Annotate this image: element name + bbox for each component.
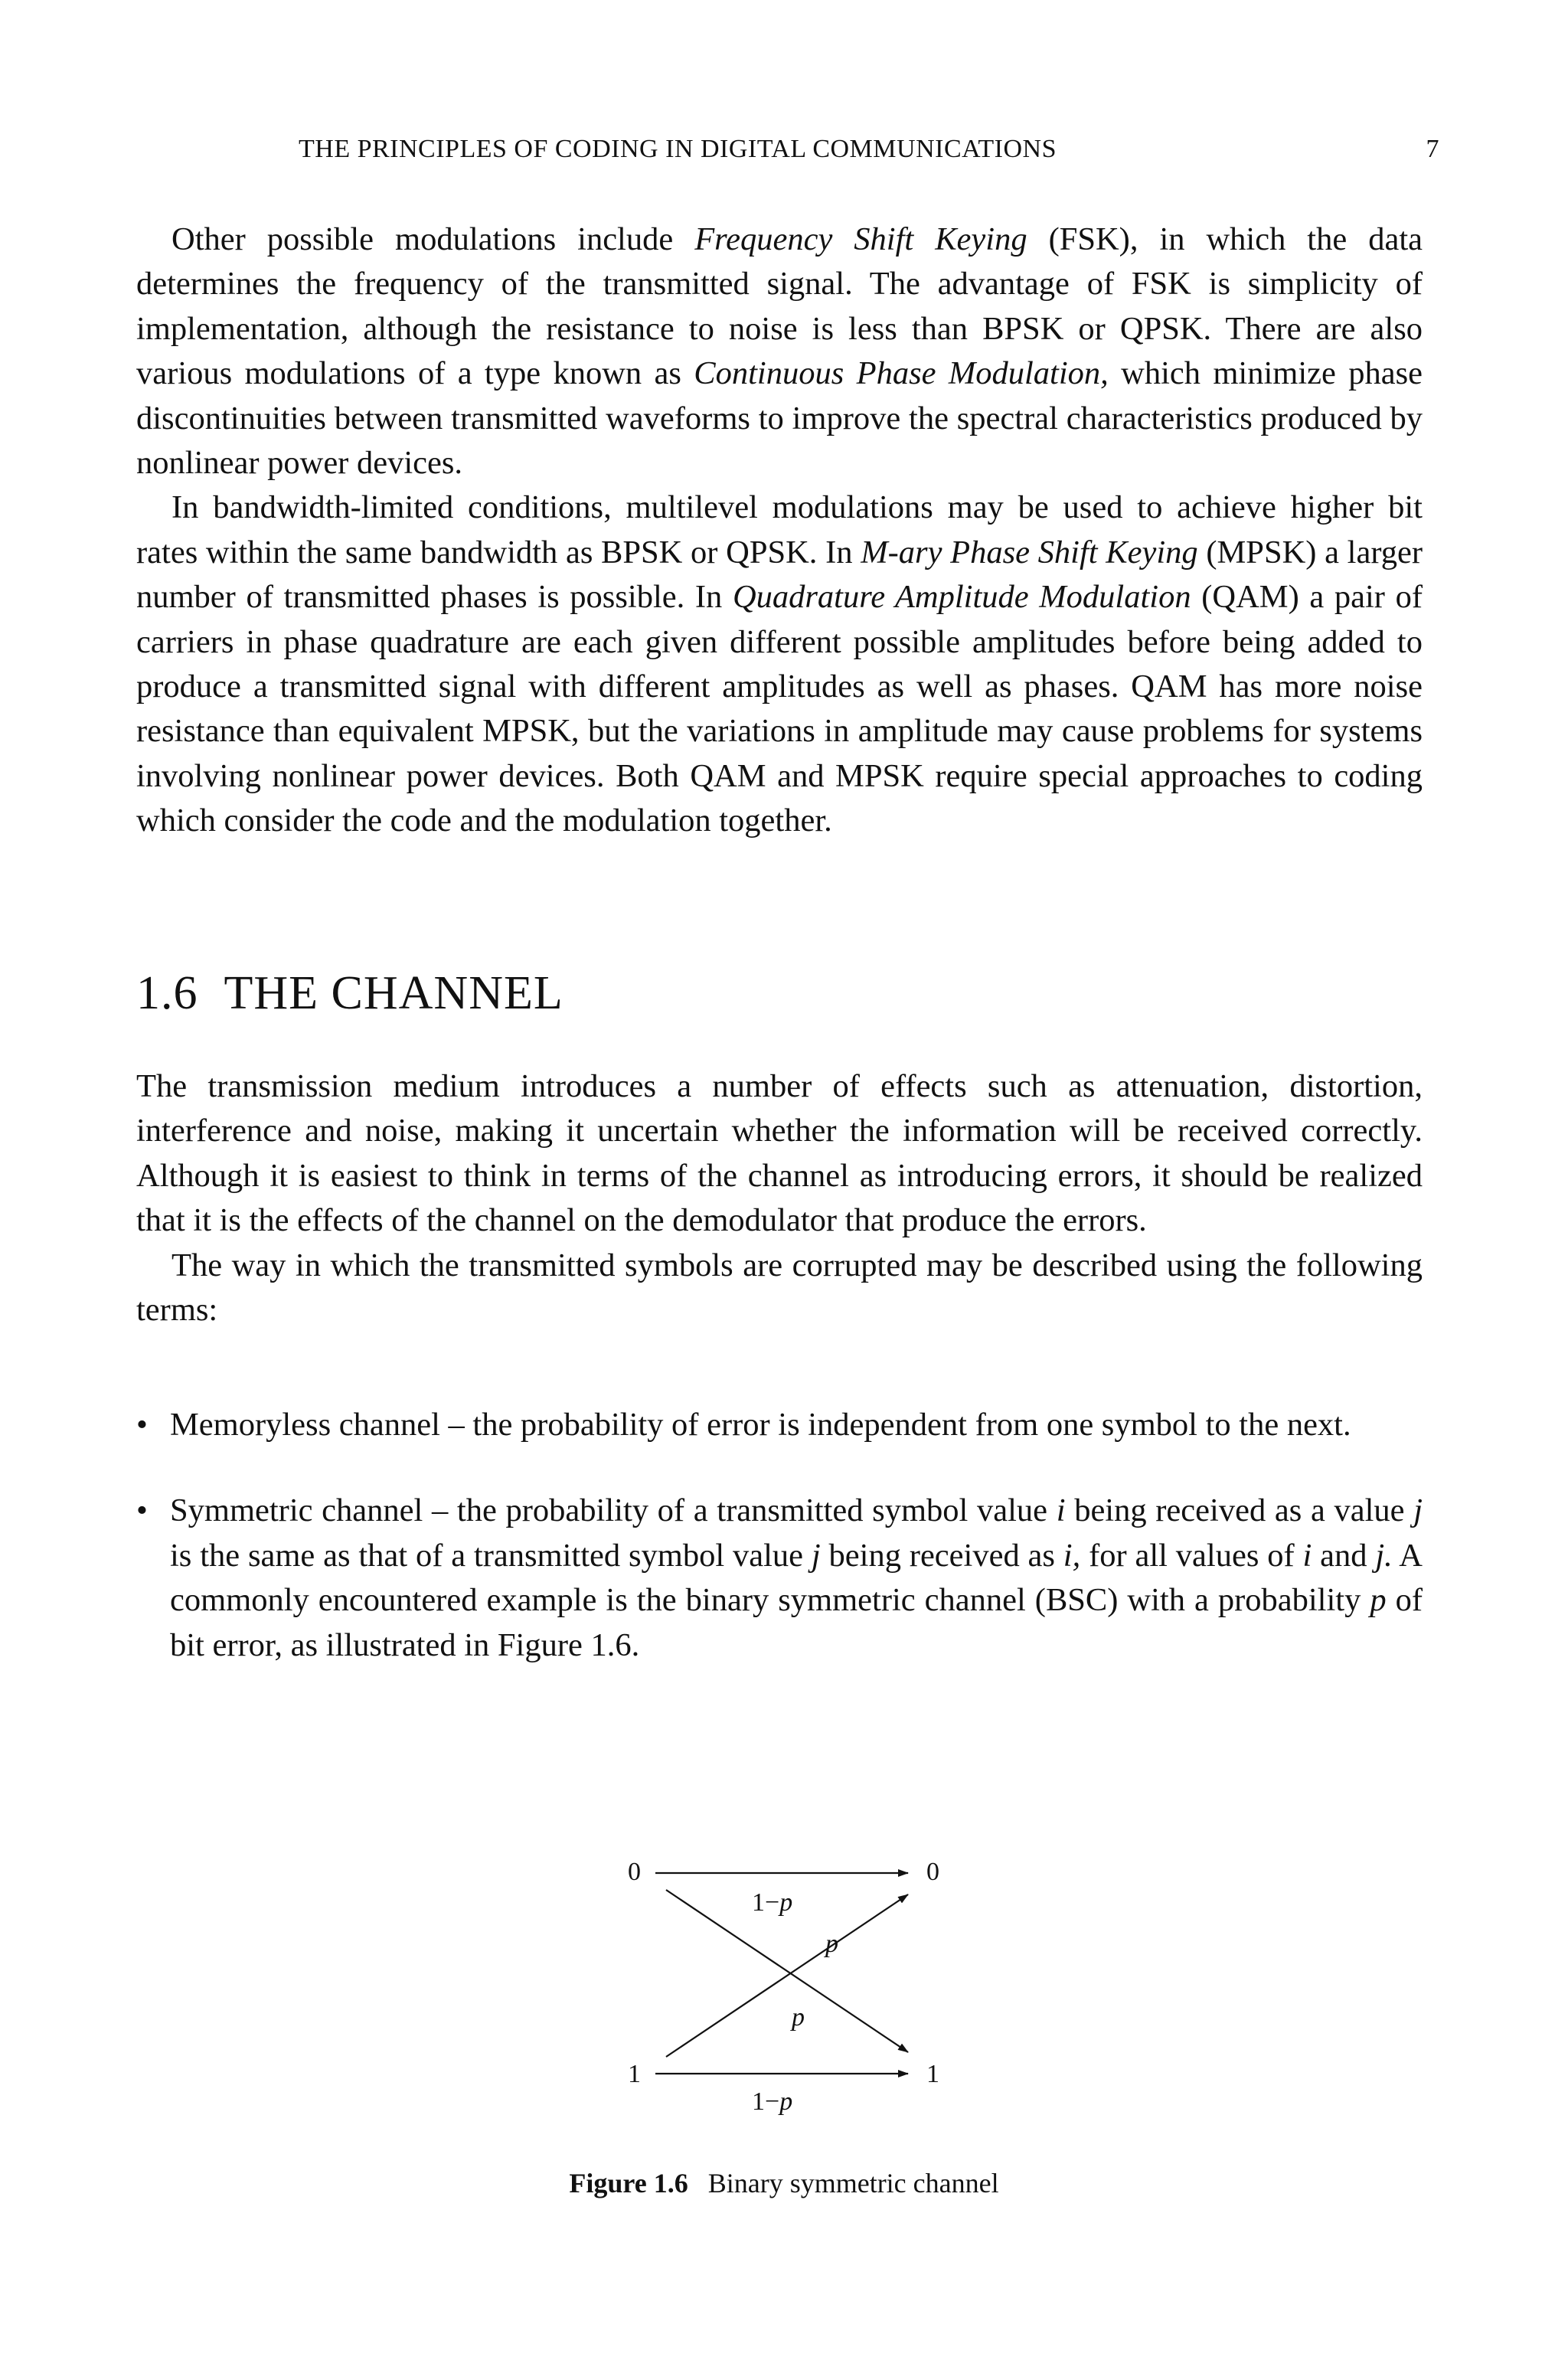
text-run: being received as a value — [1065, 1492, 1414, 1529]
label-part: 1 — [752, 2087, 765, 2116]
italic-term: Quadrature Amplitude Modulation — [732, 579, 1191, 616]
top-transition-label — [752, 1890, 792, 1916]
label-part: 1 — [752, 1888, 765, 1917]
input-0-label: 0 — [628, 1858, 641, 1886]
italic-var: i — [1302, 1537, 1312, 1574]
text-run: and — [1312, 1537, 1376, 1574]
text-run: Symmetric channel – the probability of a transmitted symbol value — [170, 1492, 1057, 1529]
label-part: p — [779, 2087, 793, 2116]
paragraph-channel-effects: The transmission medium introduces a number of effects such as attenuation, distortion, interference and noise, making it uncertain whether the information will be received correctly. Although it is easiest to think in terms of the channel as introducing errors, it should be realized that it is the effects of the channel on the demodulator that produce the errors. — [136, 1068, 1423, 1239]
bsc-diagram — [605, 1845, 988, 2121]
text-run: (FSK), in which the data determines the frequency of the transmitted signal. The advantage of FSK is simplicity of implementation, although the resistance to noise is less than BPSK or QPSK. There are also various modulations of a type known as — [136, 221, 1423, 392]
output-0-label: 0 — [926, 1858, 939, 1886]
text-run: (QAM) a pair of carriers in phase quadrature are each given different possible amplitudes before being added to produce a transmitted signal with different amplitudes as well as phases. QAM has more noise resistance than equivalent MPSK, but the variations in amplitude may cause problems for systems involving nonlinear power devices. Both QAM and MPSK require special approaches to coding which consider the code and the modulation together. — [136, 579, 1423, 839]
bullet-mark: • — [136, 1407, 148, 1443]
italic-term: M-ary Phase Shift Keying — [861, 534, 1198, 570]
figure-caption-text: Binary symmetric channel — [707, 2168, 999, 2198]
text-run: of bit error, as illustrated in Figure 1.6. — [170, 1582, 1423, 1663]
bullet-symmetric — [136, 1489, 1423, 1668]
italic-var: p — [1370, 1582, 1387, 1619]
italic-term: Continuous Phase Modulation, — [694, 355, 1109, 392]
figure-caption-label: Figure 1.6 — [569, 2168, 688, 2198]
section-title: THE CHANNEL — [224, 967, 564, 1019]
arrow-1-to-0 — [666, 1894, 908, 2057]
section-heading — [136, 966, 564, 1021]
label-part: − — [765, 1888, 780, 1917]
text-run: Other possible modulations include — [172, 221, 695, 257]
modulation-text-block — [136, 217, 1423, 844]
text-run: being received as — [820, 1537, 1063, 1574]
text-run: (MPSK) a larger number of transmitted phases is possible. In — [136, 534, 1423, 616]
text-run: which minimize phase discontinuities between transmitted waveforms to improve the spectral characteristics produced by nonlinear power devices. — [136, 355, 1423, 482]
text-run: is the same as that of a transmitted symbol value — [170, 1537, 812, 1574]
paragraph-terms-intro: The way in which the transmitted symbols are corrupted may be described using the following terms: — [136, 1247, 1423, 1329]
label-part: − — [765, 2087, 780, 2116]
input-1-label: 1 — [628, 2060, 641, 2088]
italic-var: j. — [1375, 1537, 1393, 1574]
paragraph-fsk — [136, 217, 1423, 485]
label-part: p — [792, 2003, 805, 2032]
page-number: 7 — [1426, 135, 1439, 163]
text-run: A commonly encountered example is the binary symmetric channel (BSC) with a probability — [170, 1537, 1423, 1619]
text-run: In bandwidth-limited conditions, multilevel modulations may be used to achieve higher bit rates within the same bandwidth as BPSK or QPSK. In — [136, 489, 1423, 570]
channel-text-block — [136, 1064, 1423, 1332]
italic-var: j — [811, 1537, 821, 1574]
bullet-list — [136, 1403, 1423, 1668]
bullet-mark: • — [136, 1492, 148, 1529]
section-number: 1.6 — [136, 967, 198, 1019]
cross-down-label — [792, 2005, 805, 2031]
italic-term: Frequency Shift Keying — [694, 221, 1027, 257]
running-head-title: THE PRINCIPLES OF CODING IN DIGITAL COMMUNICATIONS — [299, 135, 1057, 163]
italic-var: j — [1413, 1492, 1423, 1529]
text-run: for all values of — [1080, 1537, 1303, 1574]
italic-var: i, — [1063, 1537, 1081, 1574]
cross-up-label — [825, 1931, 838, 1957]
bullet-memoryless — [136, 1403, 1423, 1447]
italic-var: i — [1056, 1492, 1066, 1529]
label-part: p — [825, 1930, 838, 1958]
output-1-label: 1 — [926, 2060, 939, 2088]
paragraph-multilevel — [136, 485, 1423, 843]
bullet-text: Memoryless channel – the probability of error is independent from one symbol to the next. — [170, 1407, 1351, 1443]
bottom-transition-label — [752, 2089, 792, 2115]
figure-caption — [0, 2167, 1568, 2199]
label-part: p — [779, 1888, 793, 1917]
